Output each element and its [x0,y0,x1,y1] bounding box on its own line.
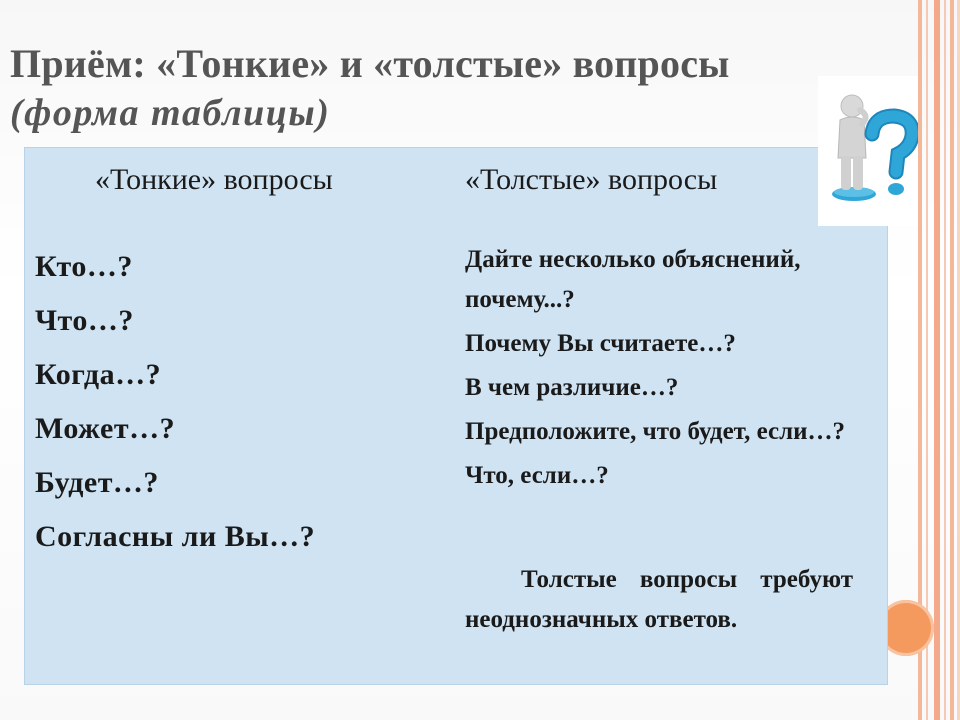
thick-question-item: В чем различие…? [465,374,679,401]
decorative-stripe [950,0,954,720]
thin-question-item: Что…? [35,304,134,337]
question-mark-icon [872,116,912,195]
thin-questions-list [35,240,315,564]
thick-questions-note: Толстые вопросы требуют неоднозначных ответов. [465,566,853,633]
thick-questions-header: «Толстые» вопросы [465,163,718,196]
thick-question-item: Почему Вы считаете…? [465,330,736,357]
thin-question-item: Может…? [35,412,176,445]
thick-questions-list [465,240,853,500]
thin-questions-header: «Тонкие» вопросы [95,163,333,196]
thick-question-item: Дайте несколько объяснений, почему...? [465,246,801,313]
slide-title: Приём: «Тонкие» и «толстые» вопросы [10,41,730,86]
thinking-figure-icon [818,76,918,226]
thin-question-item: Кто…? [35,250,133,283]
thinking-figure-illustration [818,76,918,226]
slide-subtitle: (форма таблицы) [10,92,331,134]
thin-question-item: Согласны ли Вы…? [35,520,316,553]
thin-question-item: Когда…? [35,358,162,391]
thin-question-item: Будет…? [35,466,159,499]
thick-question-item: Предположите, что будет, если…? [465,418,845,445]
decorative-stripe [934,0,940,720]
decorative-stripe [944,0,946,720]
thick-question-item: Что, если…? [465,462,609,489]
questions-table [24,147,888,685]
